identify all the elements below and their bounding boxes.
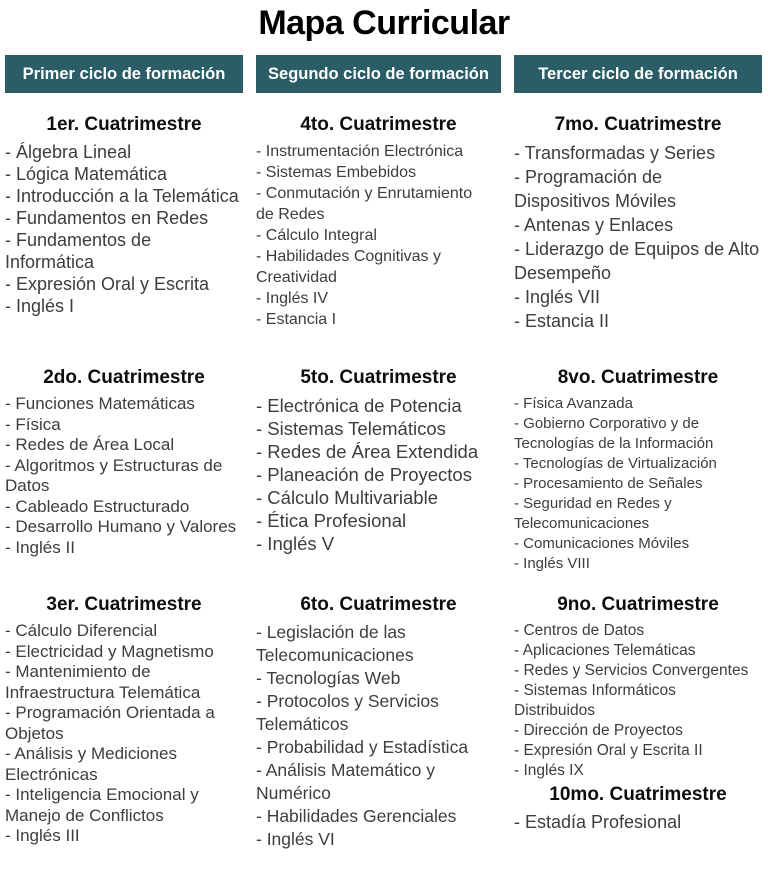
course-item: - Estadía Profesional <box>514 812 682 832</box>
course-item: - Inglés II <box>5 537 75 557</box>
course-item: - Fundamentos de Informática <box>5 230 152 272</box>
course-item: - Programación Orientada a Objetos <box>5 703 215 743</box>
course-item: - Análisis y Mediciones Electrónicas <box>5 744 177 784</box>
course-list-8vo <box>514 394 762 574</box>
course-item: - Legislación de las Telecomunicaciones <box>256 622 414 665</box>
course-item: - Tecnologías Web <box>256 668 401 688</box>
course-item: - Expresión Oral y Escrita <box>5 274 210 294</box>
term-9no-cuatrimestre <box>514 593 762 781</box>
cycle-header-segundo: Segundo ciclo de formación <box>256 55 501 93</box>
course-item: - Sistemas Telemáticos <box>256 418 446 439</box>
term-title-3er: 3er. Cuatrimestre <box>46 594 202 615</box>
course-item: - Aplicaciones Telemáticas <box>514 642 696 659</box>
course-item: - Lógica Matemática <box>5 164 168 184</box>
course-item: - Expresión Oral y Escrita II <box>514 742 703 759</box>
course-item: - Estancia II <box>514 311 610 331</box>
term-title-1er: 1er. Cuatrimestre <box>46 114 202 135</box>
term-title-5to: 5to. Cuatrimestre <box>300 367 457 388</box>
course-item: - Instrumentación Electrónica <box>256 143 464 160</box>
column-tercer-ciclo <box>514 55 762 851</box>
course-item: - Física Avanzada <box>514 395 633 412</box>
course-item: - Redes y Servicios Convergentes <box>514 662 749 679</box>
course-item: - Inglés VIII <box>514 555 590 572</box>
course-item: - Inteligencia Emocional y Manejo de Conflictos <box>5 785 199 825</box>
course-item: - Centros de Datos <box>514 622 645 639</box>
course-item: - Álgebra Lineal <box>5 142 132 162</box>
term-title-2do: 2do. Cuatrimestre <box>43 367 205 388</box>
course-list-5to <box>256 394 501 555</box>
course-item: - Mantenimiento de Infraestructura Telemática <box>5 662 201 702</box>
course-item: - Física <box>5 414 61 434</box>
course-item: - Inglés VI <box>256 829 335 849</box>
course-item: - Antenas y Enlaces <box>514 215 674 235</box>
course-item: - Gobierno Corporativo y de Tecnologías de la Información <box>514 415 714 452</box>
term-title-10mo: 10mo. Cuatrimestre <box>549 784 727 805</box>
course-item: - Electrónica de Potencia <box>256 395 462 416</box>
column-primer-ciclo <box>5 55 243 851</box>
term-7mo-cuatrimestre <box>514 113 762 366</box>
course-item: - Redes de Área Local <box>5 435 175 454</box>
course-item: - Seguridad en Redes y Telecomunicaciones <box>514 495 672 532</box>
term-title-8vo: 8vo. Cuatrimestre <box>557 367 719 388</box>
page-title: Mapa Curricular <box>258 4 510 42</box>
course-item: - Conmutación y Enrutamiento de Redes <box>256 185 473 223</box>
term-2do-cuatrimestre <box>5 366 243 593</box>
course-item: - Inglés VII <box>514 287 601 307</box>
course-item: - Inglés IX <box>514 762 584 779</box>
term-title-6to: 6to. Cuatrimestre <box>300 594 457 615</box>
course-item: - Inglés I <box>5 296 75 316</box>
course-item: - Cálculo Diferencial <box>5 621 158 640</box>
course-list-6to <box>256 621 501 851</box>
course-item: - Liderazgo de Equipos de Alto Desempeño <box>514 239 760 283</box>
course-item: - Probabilidad y Estadística <box>256 737 469 757</box>
term-title-9no: 9no. Cuatrimestre <box>557 594 719 615</box>
course-item: - Análisis Matemático y Numérico <box>256 760 435 803</box>
course-item: - Funciones Matemáticas <box>5 394 195 413</box>
term-8vo-cuatrimestre <box>514 366 762 593</box>
course-item: - Introducción a la Telemática <box>5 186 239 206</box>
course-list-1er <box>5 141 243 317</box>
course-item: - Comunicaciones Móviles <box>514 535 690 552</box>
course-item: - Desarrollo Humano y Valores <box>5 517 237 536</box>
course-item: - Cálculo Multivariable <box>256 487 438 508</box>
term-3er-cuatrimestre <box>5 593 243 847</box>
course-item: - Sistemas Embebidos <box>256 164 417 181</box>
course-list-10mo <box>514 811 762 833</box>
term-title-4to: 4to. Cuatrimestre <box>300 114 457 135</box>
course-item: - Inglés IV <box>256 290 329 307</box>
course-item: - Cableado Estructurado <box>5 496 190 516</box>
course-item: - Dirección de Proyectos <box>514 722 683 739</box>
course-item: - Habilidades Gerenciales <box>256 806 457 826</box>
cycle-columns <box>5 55 763 851</box>
term-title-7mo: 7mo. Cuatrimestre <box>554 114 722 135</box>
course-item: - Tecnologías de Virtualización <box>514 455 717 472</box>
course-item: - Inglés V <box>256 533 335 554</box>
course-item: - Algoritmos y Estructuras de Datos <box>5 455 223 495</box>
course-list-7mo <box>514 141 762 333</box>
term-5to-cuatrimestre <box>256 366 501 593</box>
cycle-header-primer: Primer ciclo de formación <box>5 55 243 93</box>
course-list-4to <box>256 141 501 330</box>
course-item: - Planeación de Proyectos <box>256 464 472 485</box>
course-item: - Protocolos y Servicios Telemáticos <box>256 691 439 734</box>
term-6to-cuatrimestre <box>256 593 501 851</box>
course-list-2do <box>5 394 243 558</box>
course-list-3er <box>5 621 243 847</box>
course-item: - Habilidades Cognitivas y Creatividad <box>256 248 441 286</box>
course-item: - Fundamentos en Redes <box>5 208 209 228</box>
course-item: - Sistemas Informáticos Distribuidos <box>514 682 676 719</box>
course-item: - Programación de Dispositivos Móviles <box>514 167 677 211</box>
term-1er-cuatrimestre <box>5 113 243 366</box>
course-item: - Cálculo Integral <box>256 227 377 244</box>
course-item: - Procesamiento de Señales <box>514 475 703 492</box>
curriculum-map-document <box>0 4 768 880</box>
course-item: - Transformadas y Series <box>514 143 716 163</box>
course-list-9no <box>514 621 762 781</box>
column-segundo-ciclo <box>256 55 501 851</box>
term-10mo-cuatrimestre <box>514 783 762 833</box>
course-item: - Ética Profesional <box>256 510 407 531</box>
course-item: - Estancia I <box>256 311 337 328</box>
course-item: - Electricidad y Magnetismo <box>5 641 214 661</box>
term-4to-cuatrimestre <box>256 113 501 366</box>
cycle-header-tercer: Tercer ciclo de formación <box>514 55 762 93</box>
course-item: - Inglés III <box>5 826 80 845</box>
course-item: - Redes de Área Extendida <box>256 441 479 462</box>
